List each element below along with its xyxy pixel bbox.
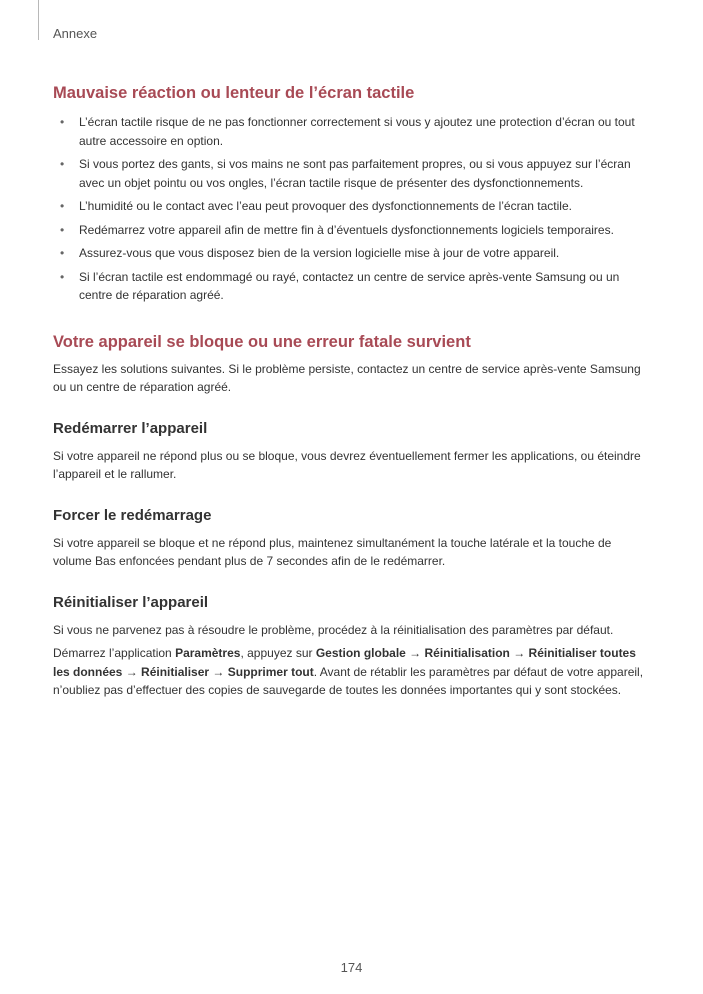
page-content: [53, 82, 648, 705]
freeze-intro-paragraph: Essayez les solutions suivantes. Si le problème persiste, contactez un centre de service après-vente Samsung ou un centre de réparation agréé.: [53, 361, 641, 394]
list-item: [53, 221, 648, 240]
menu-path-factory-data-reset: Réinitialiser toutes les données: [53, 646, 636, 679]
list-item: [53, 244, 648, 263]
force-restart-paragraph: Si votre appareil se bloque et ne répond plus, maintenez simultanément la touche latérale et la touche de volume Bas enfoncées pendant plus de 7 secondes afin de le redémarrer.: [53, 535, 612, 568]
menu-path-delete-all: Supprimer tout: [227, 664, 314, 679]
subsection-title-force-restart: Forcer le redémarrage: [53, 506, 212, 524]
margin-rule: [38, 0, 39, 40]
menu-path-general-management: Gestion globale: [315, 646, 406, 660]
list-item-text: Si vous portez des gants, si vos mains ne sont pas parfaitement propres, ou si vous appuyez sur l’écran avec un objet pointu ou vos ongles, l’écran tactile risque de présenter des dysfonctionnements.: [79, 157, 631, 190]
bullet-icon: •: [60, 246, 65, 260]
touchscreen-bullet-list: [53, 113, 648, 305]
page-number: 174: [340, 960, 363, 975]
subsection-title-restart: Redémarrer l’appareil: [53, 419, 208, 437]
list-item: [53, 197, 648, 216]
list-item-text: L’humidité ou le contact avec l’eau peut provoquer des dysfonctionnements de l’écran tactile.: [79, 199, 572, 213]
running-header: Annexe: [53, 26, 98, 41]
section-title-freeze: Votre appareil se bloque ou une erreur fatale survient: [53, 332, 471, 351]
bullet-icon: •: [60, 199, 65, 213]
arrow-right-icon: →: [509, 646, 529, 660]
reset-steps-text: Démarrez l’application: [53, 646, 176, 660]
bullet-icon: •: [60, 115, 65, 129]
list-item-text: Assurez-vous que vous disposez bien de la version logicielle mise à jour de votre appareil.: [79, 246, 560, 260]
arrow-right-icon: →: [405, 646, 425, 660]
bullet-icon: •: [60, 157, 65, 171]
section-title-touchscreen: Mauvaise réaction ou lenteur de l’écran tactile: [53, 84, 415, 102]
reset-paragraph: Si vous ne parvenez pas à résoudre le problème, procédez à la réinitialisation des paramètres par défaut.: [53, 622, 614, 637]
reset-steps-text: , appuyez sur: [240, 646, 316, 660]
list-item-text: L’écran tactile risque de ne pas fonctionner correctement si vous y ajoutez une protection d’écran ou tout autre accessoire en option.: [79, 115, 635, 148]
restart-paragraph: Si votre appareil ne répond plus ou se bloque, vous devrez éventuellement fermer les applications, ou éteindre l’appareil et le rallumer.: [53, 448, 641, 481]
reset-steps-paragraph: [53, 644, 648, 700]
bullet-icon: •: [60, 222, 65, 237]
reset-steps-text: . Avant de rétablir les paramètres par défaut de votre appareil, n’oubliez pas d’effectuer des copies de sauvegarde de toutes les données importantes qui y sont stockées.: [53, 664, 644, 697]
list-item-text: Redémarrez votre appareil afin de mettre fin à d’éventuels dysfonctionnements logiciels temporaires.: [79, 222, 614, 237]
subsection-title-reset: Réinitialiser l’appareil: [53, 593, 209, 611]
list-item: [53, 113, 648, 150]
menu-path-reset: Réinitialisation: [424, 646, 510, 660]
menu-path-reset-button: Réinitialiser: [141, 664, 210, 679]
menu-path-settings: Paramètres: [175, 646, 241, 660]
arrow-right-icon: →: [122, 664, 142, 679]
arrow-right-icon: →: [209, 664, 228, 679]
bullet-icon: •: [60, 269, 65, 284]
list-item-text: Si l’écran tactile est endommagé ou rayé, contactez un centre de service après-vente Samsung ou un centre de réparation agréé.: [79, 269, 620, 302]
list-item: [53, 155, 648, 192]
list-item: [53, 268, 648, 305]
